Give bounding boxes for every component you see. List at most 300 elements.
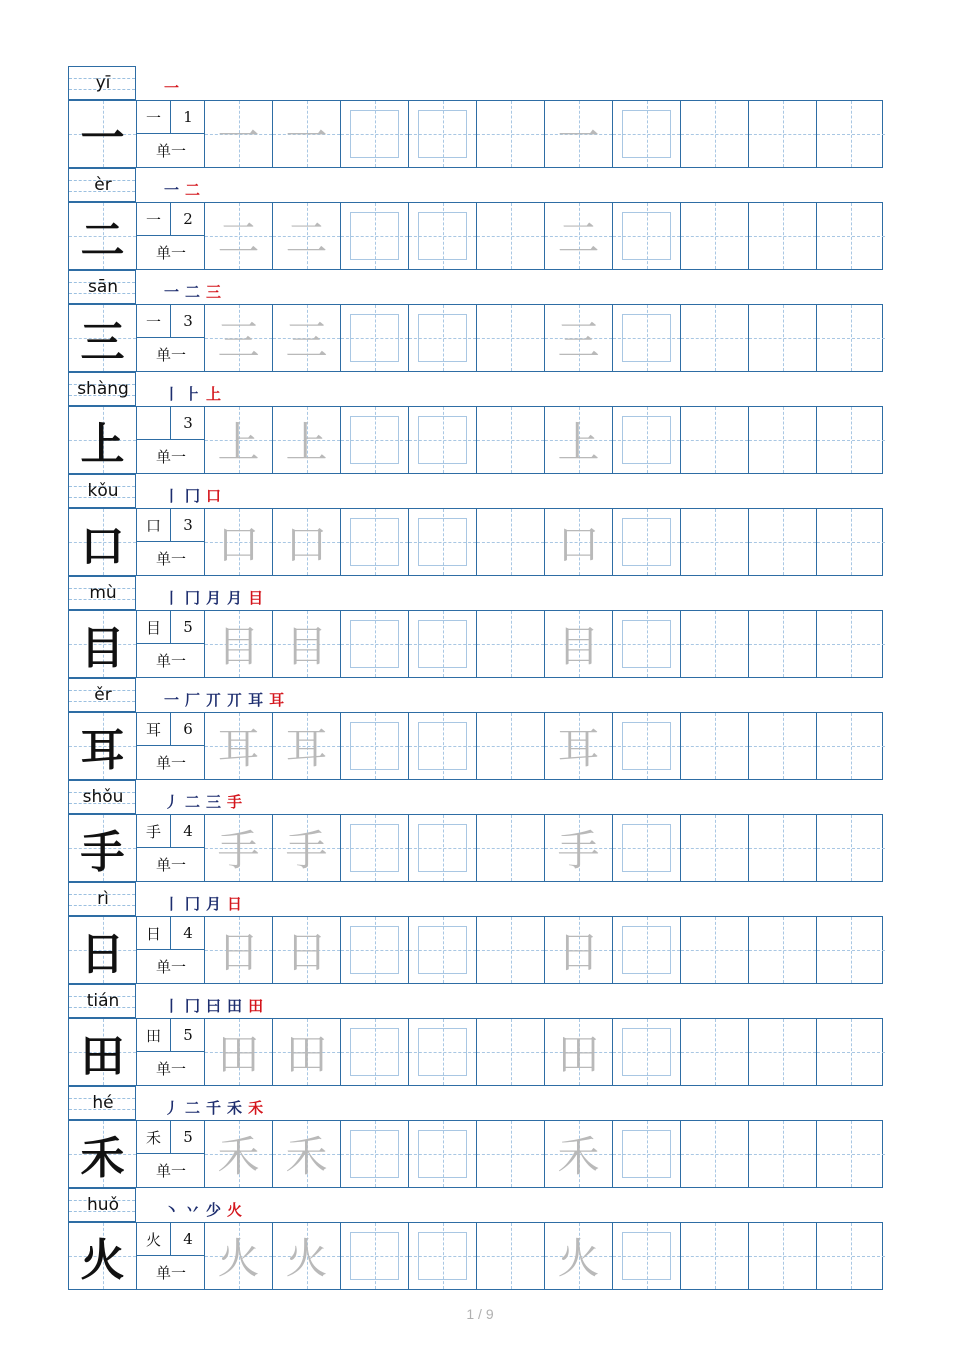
trace-character: 上 <box>285 418 328 467</box>
pinyin-box <box>68 474 136 508</box>
trace-cell <box>545 713 613 779</box>
blank-practice-cell <box>749 815 817 881</box>
trace-cell <box>545 407 613 473</box>
trace-cell <box>545 1121 613 1187</box>
page-indicator: 1 / 9 <box>466 1306 494 1322</box>
blank-practice-cell <box>749 203 817 269</box>
writing-row <box>68 406 883 474</box>
pinyin-label: rì <box>97 889 109 909</box>
model-character: 二 <box>80 215 125 266</box>
model-character-cell <box>69 815 137 881</box>
blank-practice-cell <box>749 1121 817 1187</box>
blank-practice-cell <box>817 1223 885 1289</box>
radical: 目 <box>137 611 171 644</box>
stroke-count: 2 <box>171 203 205 236</box>
stroke-step: 二 <box>185 1099 201 1117</box>
trace-cell <box>273 815 341 881</box>
inner-guide-box <box>350 518 399 566</box>
model-character-cell <box>69 509 137 575</box>
structure-type: 单一 <box>155 1162 186 1180</box>
radical: 一 <box>137 101 171 134</box>
trace-cell <box>205 611 273 677</box>
structure-type: 单一 <box>155 856 186 874</box>
inner-guide-box <box>350 722 399 770</box>
stroke-count: 5 <box>171 1121 205 1154</box>
blank-practice-cell <box>749 917 817 983</box>
trace-character: 日 <box>557 928 600 977</box>
model-character-cell <box>69 1121 137 1187</box>
trace-character: 二 <box>557 214 600 263</box>
blank-practice-cell <box>817 101 885 167</box>
practice-box-cell <box>613 1019 681 1085</box>
blank-practice-cell <box>749 407 817 473</box>
character-entry <box>68 372 883 474</box>
trace-cell <box>205 407 273 473</box>
stroke-step: 少 <box>206 1201 222 1219</box>
character-info <box>137 815 205 881</box>
trace-cell <box>205 917 273 983</box>
trace-cell <box>205 1019 273 1085</box>
trace-character: 二 <box>285 214 328 263</box>
pinyin-box <box>68 66 136 100</box>
practice-box-cell <box>341 203 409 269</box>
structure-type: 单一 <box>155 1264 186 1282</box>
trace-cell <box>273 917 341 983</box>
stroke-order <box>164 890 242 914</box>
trace-character: 火 <box>217 1234 260 1283</box>
blank-practice-cell <box>749 611 817 677</box>
trace-cell <box>545 509 613 575</box>
stroke-count: 1 <box>171 101 205 134</box>
stroke-count: 4 <box>171 815 205 848</box>
blank-practice-cell <box>817 1019 885 1085</box>
practice-box-cell <box>613 101 681 167</box>
stroke-order <box>164 1196 242 1220</box>
trace-cell <box>545 611 613 677</box>
practice-box-cell <box>341 815 409 881</box>
pinyin-box <box>68 372 136 406</box>
stroke-step: 二 <box>185 793 201 811</box>
stroke-step: 月 <box>206 589 222 607</box>
stroke-order <box>164 380 221 404</box>
blank-practice-cell <box>681 203 749 269</box>
trace-character: 一 <box>557 112 600 161</box>
writing-row <box>68 814 883 882</box>
trace-character: 耳 <box>557 724 600 773</box>
stroke-count: 5 <box>171 611 205 644</box>
stroke-step: 丌 <box>227 691 243 709</box>
structure-type: 单一 <box>155 1060 186 1078</box>
pinyin-label: tián <box>86 991 120 1011</box>
writing-row <box>68 304 883 372</box>
practice-box-cell <box>409 305 477 371</box>
inner-guide-box <box>622 212 671 260</box>
blank-practice-cell <box>681 1019 749 1085</box>
blank-practice-cell <box>681 305 749 371</box>
model-character: 上 <box>80 419 125 470</box>
practice-box-cell <box>409 611 477 677</box>
stroke-step: 冂 <box>185 895 201 913</box>
stroke-step: 一 <box>164 691 180 709</box>
pinyin-box <box>68 678 136 712</box>
stroke-step: ⺊ <box>185 385 201 403</box>
blank-practice-cell <box>477 1121 545 1187</box>
practice-box-cell <box>613 1121 681 1187</box>
character-info <box>137 1223 205 1289</box>
writing-row <box>68 610 883 678</box>
trace-cell <box>205 305 273 371</box>
trace-cell <box>273 611 341 677</box>
stroke-step: 耳 <box>248 691 264 709</box>
trace-character: 日 <box>285 928 328 977</box>
pinyin-label: sān <box>87 277 119 297</box>
character-info <box>137 917 205 983</box>
practice-box-cell <box>613 815 681 881</box>
trace-cell <box>273 407 341 473</box>
practice-box-cell <box>341 305 409 371</box>
inner-guide-box <box>622 824 671 872</box>
model-character: 田 <box>80 1031 125 1082</box>
trace-character: 三 <box>557 316 600 365</box>
stroke-step: 丿 <box>164 1099 180 1117</box>
radical: 禾 <box>137 1121 171 1154</box>
radical: 田 <box>137 1019 171 1052</box>
blank-practice-cell <box>817 407 885 473</box>
trace-cell <box>273 713 341 779</box>
blank-practice-cell <box>477 815 545 881</box>
trace-character: 一 <box>285 112 328 161</box>
stroke-step: 千 <box>206 1099 222 1117</box>
stroke-step: 手 <box>227 793 243 811</box>
inner-guide-box <box>622 722 671 770</box>
structure-type: 单一 <box>155 652 186 670</box>
pinyin-label: shàng <box>77 379 129 399</box>
pinyin-label: èr <box>94 175 112 195</box>
blank-practice-cell <box>477 1223 545 1289</box>
trace-character: 火 <box>557 1234 600 1283</box>
writing-row <box>68 1018 883 1086</box>
trace-character: 禾 <box>557 1132 600 1181</box>
stroke-step: 月 <box>227 589 243 607</box>
blank-practice-cell <box>749 101 817 167</box>
radical: 口 <box>137 509 171 542</box>
trace-character: 一 <box>217 112 260 161</box>
structure-type: 单一 <box>155 142 186 160</box>
inner-guide-box <box>350 314 399 362</box>
writing-row <box>68 712 883 780</box>
practice-box-cell <box>409 1223 477 1289</box>
blank-practice-cell <box>681 611 749 677</box>
model-character-cell <box>69 611 137 677</box>
trace-cell <box>205 1121 273 1187</box>
pinyin-label: ěr <box>94 685 112 705</box>
trace-cell <box>545 815 613 881</box>
inner-guide-box <box>418 416 467 464</box>
structure-type: 单一 <box>155 448 186 466</box>
trace-cell <box>205 815 273 881</box>
blank-practice-cell <box>477 203 545 269</box>
trace-character: 田 <box>217 1030 260 1079</box>
practice-box-cell <box>613 203 681 269</box>
blank-practice-cell <box>817 713 885 779</box>
stroke-order <box>164 176 200 200</box>
inner-guide-box <box>418 926 467 974</box>
inner-guide-box <box>350 110 399 158</box>
stroke-step: 丿 <box>164 793 180 811</box>
pinyin-label: mù <box>89 583 117 603</box>
trace-cell <box>205 101 273 167</box>
inner-guide-box <box>350 824 399 872</box>
blank-practice-cell <box>681 815 749 881</box>
stroke-step: 丨 <box>164 997 180 1015</box>
blank-practice-cell <box>477 713 545 779</box>
inner-guide-box <box>418 1232 467 1280</box>
blank-practice-cell <box>681 713 749 779</box>
stroke-step: 丶 <box>164 1201 180 1219</box>
inner-guide-box <box>350 212 399 260</box>
stroke-count: 3 <box>171 407 205 440</box>
inner-guide-box <box>622 1130 671 1178</box>
inner-guide-box <box>350 1232 399 1280</box>
stroke-count: 6 <box>171 713 205 746</box>
practice-box-cell <box>613 509 681 575</box>
inner-guide-box <box>350 416 399 464</box>
stroke-step: 口 <box>206 487 222 505</box>
blank-practice-cell <box>681 407 749 473</box>
model-character-cell <box>69 1223 137 1289</box>
character-info <box>137 1019 205 1085</box>
trace-character: 口 <box>557 520 600 569</box>
structure-type: 单一 <box>155 550 186 568</box>
stroke-step: 禾 <box>227 1099 243 1117</box>
trace-cell <box>273 1019 341 1085</box>
pinyin-label: yī <box>95 73 111 93</box>
stroke-order <box>164 1094 263 1118</box>
stroke-step: 冂 <box>185 487 201 505</box>
inner-guide-box <box>418 1028 467 1076</box>
pinyin-box <box>68 168 136 202</box>
pinyin-label: hé <box>92 1093 114 1113</box>
character-entry <box>68 780 883 882</box>
trace-character: 目 <box>557 622 600 671</box>
stroke-step: 上 <box>206 385 222 403</box>
stroke-step: 丨 <box>164 895 180 913</box>
writing-row <box>68 202 883 270</box>
blank-practice-cell <box>817 203 885 269</box>
stroke-order <box>164 74 179 98</box>
trace-character: 田 <box>557 1030 600 1079</box>
stroke-order <box>164 686 284 710</box>
practice-box-cell <box>409 917 477 983</box>
practice-box-cell <box>409 1121 477 1187</box>
trace-cell <box>545 305 613 371</box>
stroke-step: 丨 <box>164 589 180 607</box>
stroke-step: 火 <box>227 1201 243 1219</box>
pinyin-label: kǒu <box>87 481 119 501</box>
pinyin-box <box>68 882 136 916</box>
practice-box-cell <box>409 203 477 269</box>
practice-box-cell <box>613 407 681 473</box>
stroke-step: 一 <box>164 283 180 301</box>
trace-cell <box>205 713 273 779</box>
practice-box-cell <box>613 713 681 779</box>
radical <box>137 407 171 440</box>
writing-row <box>68 1120 883 1188</box>
model-character: 火 <box>80 1235 125 1286</box>
trace-character: 目 <box>285 622 328 671</box>
blank-practice-cell <box>477 509 545 575</box>
trace-cell <box>205 509 273 575</box>
character-entry <box>68 474 883 576</box>
writing-row <box>68 916 883 984</box>
structure-type: 单一 <box>155 958 186 976</box>
character-entry <box>68 66 883 168</box>
stroke-step: 耳 <box>269 691 285 709</box>
inner-guide-box <box>622 620 671 668</box>
practice-box-cell <box>341 1121 409 1187</box>
radical: 日 <box>137 917 171 950</box>
inner-guide-box <box>622 1232 671 1280</box>
character-info <box>137 1121 205 1187</box>
radical: 一 <box>137 203 171 236</box>
trace-cell <box>273 305 341 371</box>
practice-box-cell <box>613 917 681 983</box>
trace-character: 日 <box>217 928 260 977</box>
trace-character: 目 <box>217 622 260 671</box>
structure-type: 单一 <box>155 754 186 772</box>
model-character: 禾 <box>80 1133 125 1184</box>
practice-box-cell <box>341 1223 409 1289</box>
trace-character: 手 <box>217 826 260 875</box>
blank-practice-cell <box>681 1121 749 1187</box>
character-entry <box>68 1188 883 1290</box>
practice-box-cell <box>341 611 409 677</box>
blank-practice-cell <box>749 1019 817 1085</box>
blank-practice-cell <box>817 917 885 983</box>
practice-box-cell <box>341 917 409 983</box>
trace-character: 二 <box>217 214 260 263</box>
inner-guide-box <box>350 926 399 974</box>
stroke-step: 月 <box>206 895 222 913</box>
stroke-step: 一 <box>164 79 180 97</box>
model-character: 一 <box>80 113 125 164</box>
character-info <box>137 305 205 371</box>
model-character: 目 <box>80 623 125 674</box>
stroke-count: 4 <box>171 917 205 950</box>
stroke-step: 日 <box>227 895 243 913</box>
trace-cell <box>273 203 341 269</box>
stroke-step: 二 <box>185 283 201 301</box>
stroke-step: 田 <box>227 997 243 1015</box>
blank-practice-cell <box>749 1223 817 1289</box>
blank-practice-cell <box>817 305 885 371</box>
inner-guide-box <box>418 722 467 770</box>
practice-box-cell <box>613 611 681 677</box>
blank-practice-cell <box>817 611 885 677</box>
character-entry <box>68 678 883 780</box>
worksheet <box>68 66 883 1290</box>
blank-practice-cell <box>477 611 545 677</box>
model-character-cell <box>69 713 137 779</box>
trace-cell <box>273 1121 341 1187</box>
blank-practice-cell <box>681 917 749 983</box>
blank-practice-cell <box>477 1019 545 1085</box>
trace-cell <box>205 203 273 269</box>
character-entry <box>68 984 883 1086</box>
inner-guide-box <box>350 1130 399 1178</box>
character-entry <box>68 882 883 984</box>
model-character: 口 <box>80 521 125 572</box>
practice-box-cell <box>341 509 409 575</box>
trace-cell <box>545 203 613 269</box>
trace-character: 火 <box>285 1234 328 1283</box>
practice-box-cell <box>613 1223 681 1289</box>
stroke-step: 丷 <box>185 1201 201 1219</box>
stroke-step: 丌 <box>206 691 222 709</box>
stroke-step: 丨 <box>164 385 180 403</box>
pinyin-box <box>68 576 136 610</box>
stroke-step: 冂 <box>185 589 201 607</box>
practice-box-cell <box>409 815 477 881</box>
stroke-step: 曰 <box>206 997 222 1015</box>
character-entry <box>68 576 883 678</box>
stroke-step: 禾 <box>248 1099 264 1117</box>
pinyin-label: huǒ <box>87 1195 119 1215</box>
model-character-cell <box>69 203 137 269</box>
trace-character: 手 <box>557 826 600 875</box>
trace-cell <box>273 101 341 167</box>
practice-box-cell <box>409 509 477 575</box>
model-character-cell <box>69 917 137 983</box>
trace-character: 禾 <box>217 1132 260 1181</box>
trace-character: 田 <box>285 1030 328 1079</box>
writing-row <box>68 100 883 168</box>
practice-box-cell <box>409 713 477 779</box>
character-info <box>137 713 205 779</box>
trace-character: 手 <box>285 826 328 875</box>
blank-practice-cell <box>817 1121 885 1187</box>
model-character: 三 <box>80 317 125 368</box>
model-character-cell <box>69 101 137 167</box>
character-info <box>137 203 205 269</box>
pinyin-box <box>68 1188 136 1222</box>
trace-character: 三 <box>285 316 328 365</box>
pinyin-box <box>68 270 136 304</box>
inner-guide-box <box>622 1028 671 1076</box>
practice-box-cell <box>341 1019 409 1085</box>
character-info <box>137 611 205 677</box>
practice-box-cell <box>409 1019 477 1085</box>
inner-guide-box <box>418 518 467 566</box>
trace-character: 上 <box>217 418 260 467</box>
trace-cell <box>273 1223 341 1289</box>
stroke-step: 田 <box>248 997 264 1015</box>
practice-box-cell <box>341 407 409 473</box>
writing-row <box>68 1222 883 1290</box>
trace-character: 耳 <box>217 724 260 773</box>
practice-box-cell <box>613 305 681 371</box>
writing-row <box>68 508 883 576</box>
inner-guide-box <box>350 620 399 668</box>
stroke-step: 一 <box>164 181 180 199</box>
stroke-step: 丨 <box>164 487 180 505</box>
pinyin-box <box>68 1086 136 1120</box>
structure-type: 单一 <box>155 346 186 364</box>
inner-guide-box <box>418 620 467 668</box>
character-entry <box>68 168 883 270</box>
character-info <box>137 509 205 575</box>
inner-guide-box <box>622 314 671 362</box>
